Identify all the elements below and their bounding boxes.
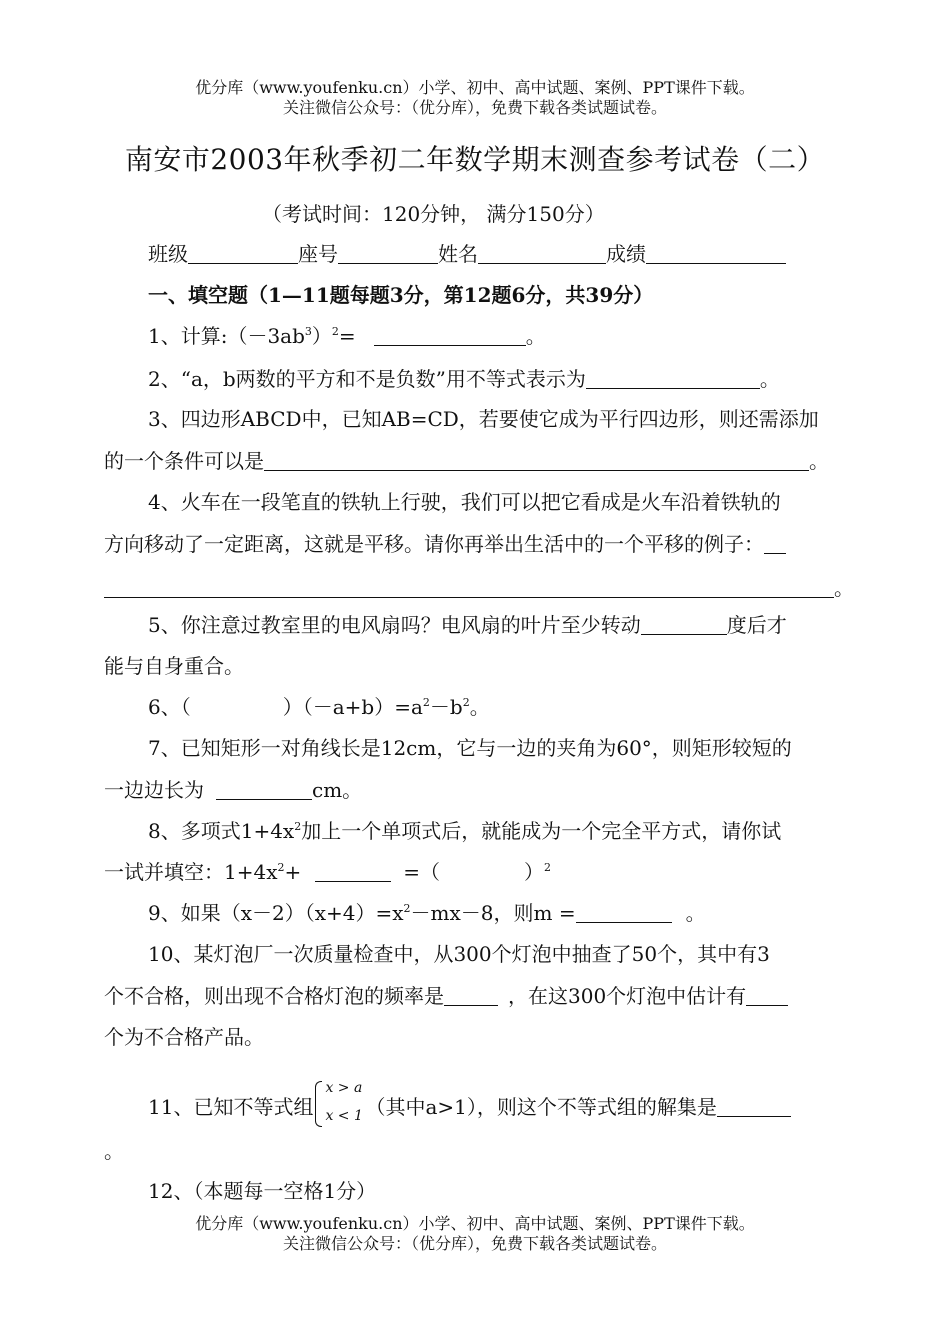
q9-exp: 2 [403,902,411,915]
q9-text-mid: －mx－8，则m = [410,901,576,925]
q3-blank[interactable] [264,450,809,471]
q8-exp-1: 2 [294,820,302,833]
inequality-row-1: x > a [325,1080,363,1096]
footer-line-1: 优分库（www.youfenku.cn）小学、初中、高中试题、案例、PPT课件下载。 [195,1214,755,1233]
question-3-line-1: 3、四边形ABCD中，已知AB=CD，若要使它成为平行四边形，则还需添加 [148,407,819,431]
q1-end: 。 [525,324,546,348]
q10-text: 个不合格，则出现不合格灯泡的频率是 [104,984,444,1008]
q1-equals: = [338,324,356,348]
q6-end: 。 [469,695,490,719]
q1-exp-1: 3 [304,325,312,338]
q8-text-2: 一试并填空：1+4x [104,860,278,884]
q4-end: 。 [834,576,854,600]
q9-text: 9、如果（x－2）（x+4）=x [148,901,404,925]
class-blank[interactable] [188,243,298,264]
q8-blank-1[interactable] [315,861,391,882]
q1-blank[interactable] [374,325,526,346]
q2-text: 2、“a，b两数的平方和不是负数”用不等式表示为 [148,367,586,391]
question-7-line-2 [104,777,362,803]
q1-text: 1、计算:（－3ab [148,324,305,348]
question-10-line-1: 10、某灯泡厂一次质量检查中，从300个灯泡中抽查了50个，其中有3 [148,942,770,966]
seat-label: 座号 [298,242,338,266]
q6-exp-2: 2 [462,696,470,709]
name-blank[interactable] [478,243,606,264]
q1-text-mid: ） [311,324,332,348]
question-11-end: 。 [104,1139,124,1163]
page-title: 南安市2003年秋季初二年数学期末测查参考试卷（二） [124,143,826,176]
q8-paren-close: ） [524,860,545,884]
question-6 [148,694,490,720]
q3-text: 的一个条件可以是 [104,449,264,473]
q10-blank-2[interactable] [746,985,788,1006]
question-10-line-2 [104,983,788,1009]
q1-exp-2: 2 [331,325,339,338]
q4-blank[interactable] [104,577,834,598]
q8-exp-3: 2 [544,861,552,874]
question-11 [148,1078,791,1130]
q4-blank-start[interactable] [764,533,786,554]
q11-text-post: （其中a>1），则这个不等式组的解集是 [365,1095,717,1119]
q7-end: cm。 [312,778,363,802]
question-5-line-2: 能与自身重合。 [104,654,244,678]
q11-text: 11、已知不等式组 [148,1095,314,1119]
q7-blank[interactable] [216,779,312,800]
q6-text-mid2: －b [429,695,463,719]
question-1 [148,323,546,349]
q5-text-post: 度后才 [726,613,787,637]
question-3-line-2 [104,448,829,474]
seat-blank[interactable] [338,243,438,264]
question-4-line-1: 4、火车在一段笔直的铁轨上行驶，我们可以把它看成是火车沿着铁轨的 [148,490,781,514]
q2-end: 。 [759,367,780,391]
footer-line-2: 关注微信公众号：（优分库），免费下载各类试题试卷。 [282,1234,667,1253]
q11-blank[interactable] [717,1096,791,1117]
q2-blank[interactable] [586,368,760,389]
q8-text-post: 加上一个单项式后，就能成为一个完全平方式，请你试 [301,819,782,843]
score-blank[interactable] [646,243,786,264]
q4-text: 方向移动了一定距离，这就是平移。请你再举出生活中的一个平移的例子： [104,532,764,556]
q5-text: 5、你注意过教室里的电风扇吗？电风扇的叶片至少转动 [148,613,641,637]
question-12: 12、（本题每一空格1分） [148,1179,377,1203]
q5-blank[interactable] [641,614,727,635]
q8-exp-2: 2 [277,861,285,874]
exam-info: （考试时间：120分钟， 满分150分） [262,202,605,226]
header-line-1: 优分库（www.youfenku.cn）小学、初中、高中试题、案例、PPT课件下载。 [195,78,755,97]
q8-paren-open: =（ [403,860,441,884]
question-10-line-3: 个为不合格产品。 [104,1025,264,1049]
q9-blank[interactable] [576,902,672,923]
brace-icon [315,1081,322,1127]
q6-exp-1: 2 [422,696,430,709]
question-8-line-2 [104,859,551,885]
q6-text: 6、（ [148,695,191,719]
question-5-line-1 [148,612,787,638]
inequality-system [315,1078,363,1130]
question-4-line-3 [104,575,854,601]
question-7-line-1: 7、已知矩形一对角线长是12cm，它与一边的夹角为60°，则矩形较短的 [148,736,792,760]
q9-end: 。 [685,901,706,925]
question-8-line-1 [148,818,781,844]
section-1-heading: 一、填空题（1—11题每题3分，第12题6分，共39分） [148,283,654,307]
inequality-row-2: x < 1 [325,1108,363,1124]
q6-text-mid: ）（－a+b）=a [282,695,423,719]
q10-blank-1[interactable] [444,985,498,1006]
q8-text: 8、多项式1+4x [148,819,295,843]
score-label: 成绩 [606,242,646,266]
q7-text: 一边边长为 [104,778,204,802]
question-2 [148,366,780,392]
info-fields [148,241,786,267]
class-label: 班级 [148,242,188,266]
question-9 [148,900,706,926]
question-4-line-2 [104,531,786,557]
q3-end: 。 [809,449,829,473]
name-label: 姓名 [438,242,478,266]
q10-text-mid: ，在这300个灯泡中估计有 [508,984,747,1008]
header-line-2: 关注微信公众号：（优分库），免费下载各类试题试卷。 [282,98,667,117]
q8-plus: + [284,860,302,884]
